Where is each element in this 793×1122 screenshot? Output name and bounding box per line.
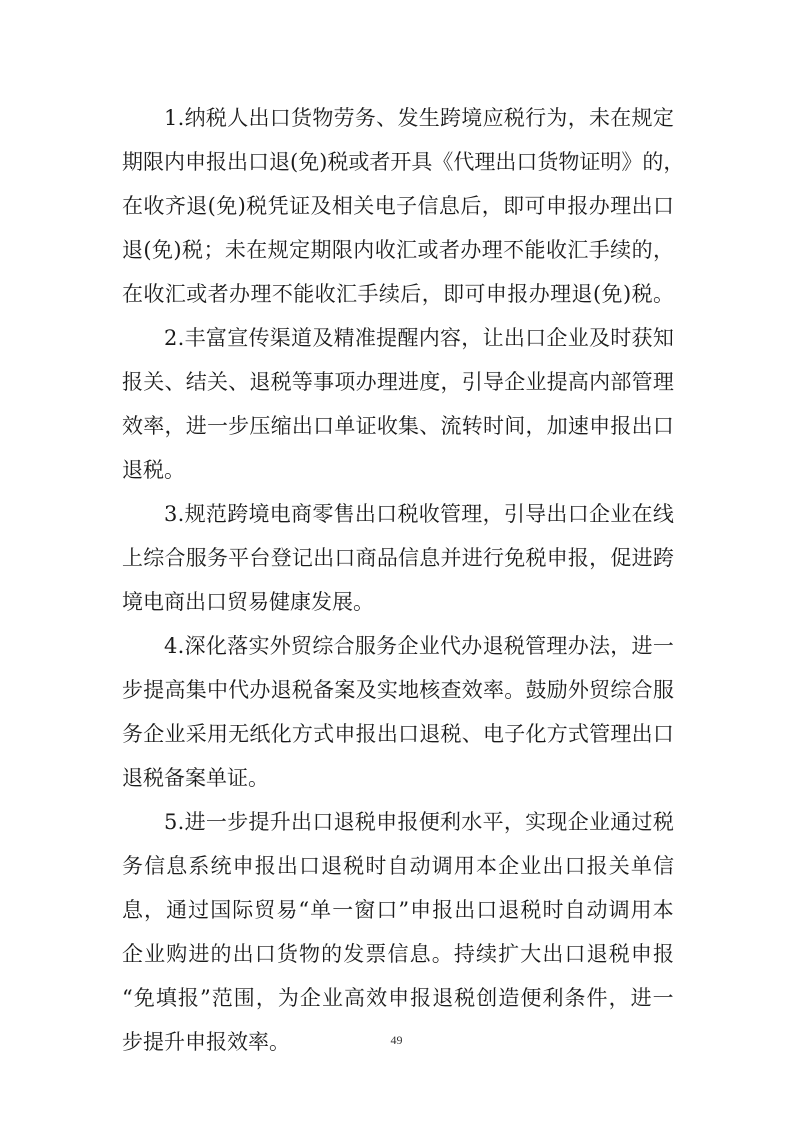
text-line: 务 企 业 采 用 无 纸 化 方 式 申 报 出 口 退 税 、 电 子 化 方 式 管 理 出 口 bbox=[122, 722, 674, 746]
text-line: 退 ( 免 ) 税 ； 未 在 规 定 期 限 内 收 汇 或 者 办 理 不 能 收 汇 手 续 的 ， bbox=[122, 238, 674, 262]
text-line: 3 . 规 范 跨 境 电 商 零 售 出 口 税 收 管 理 ， 引 导 出 口 企 业 在 线 bbox=[164, 502, 674, 526]
text-line: 在 收 齐 退 ( 免 ) 税 凭 证 及 相 关 电 子 信 息 后 ， 即 可 申 报 办 理 出 口 bbox=[122, 194, 674, 218]
text-line: 期 限 内 申 报 出 口 退 ( 免 ) 税 或 者 开 具 《 代 理 出 口 货 物 证 明 》 的 ， bbox=[122, 150, 685, 174]
text-line: 4 . 深 化 落 实 外 贸 综 合 服 务 企 业 代 办 退 税 管 理 办 法 ， 进 一 bbox=[164, 634, 674, 658]
text-line: 5 . 进 一 步 提 升 出 口 退 税 申 报 便 利 水 平 ， 实 现 企 业 通 过 税 bbox=[164, 810, 674, 834]
text-line: 企 业 购 进 的 出 口 货 物 的 发 票 信 息 。 持 续 扩 大 出 口 退 税 申 报 bbox=[122, 942, 674, 966]
text-line: 务 信 息 系 统 申 报 出 口 退 税 时 自 动 调 用 本 企 业 出 口 报 关 单 信 bbox=[122, 854, 674, 878]
document-body bbox=[122, 96, 685, 1064]
text-line: 1 . 纳 税 人 出 口 货 物 劳 务 、 发 生 跨 境 应 税 行 为 ， 未 在 规 定 bbox=[164, 106, 674, 130]
text-line: 退税。 bbox=[122, 458, 185, 482]
page-number: 49 bbox=[390, 1033, 403, 1047]
text-line: 在 收 汇 或 者 办 理 不 能 收 汇 手 续 后 ， 即 可 申 报 办 理 退 ( 免 ) 税 。 bbox=[122, 282, 674, 306]
text-line: 退税备案单证。 bbox=[122, 766, 269, 790]
text-line: 效 率 ， 进 一 步 压 缩 出 口 单 证 收 集 、 流 转 时 间 ， 加 速 申 报 出 口 bbox=[122, 414, 674, 438]
text-line: 2 . 丰 富 宣 传 渠 道 及 精 准 提 醒 内 容 ， 让 出 口 企 业 及 时 获 知 bbox=[164, 326, 674, 350]
text-line: 上 综 合 服 务 平 台 登 记 出 口 商 品 信 息 并 进 行 免 税 申 报 ， 促 进 跨 bbox=[122, 546, 674, 570]
text-line: 报 关 、 结 关 、 退 税 等 事 项 办 理 进 度 ， 引 导 企 业 提 高 内 部 管 理 bbox=[122, 370, 674, 394]
text-line: 息 ， 通 过 国 际 贸 易 “ 单 一 窗 口 ” 申 报 出 口 退 税 时 自 动 调 用 本 bbox=[122, 898, 674, 922]
text-line: “ 免 填 报 ” 范 围 ， 为 企 业 高 效 申 报 退 税 创 造 便 利 条 件 ， 进 一 bbox=[122, 986, 674, 1010]
text-line: 境电商出口贸易健康发展。 bbox=[122, 590, 374, 614]
text-line: 步提升申报效率。 bbox=[122, 1030, 290, 1054]
text-line: 步 提 高 集 中 代 办 退 税 备 案 及 实 地 核 查 效 率 。 鼓 励 外 贸 综 合 服 bbox=[122, 678, 674, 702]
